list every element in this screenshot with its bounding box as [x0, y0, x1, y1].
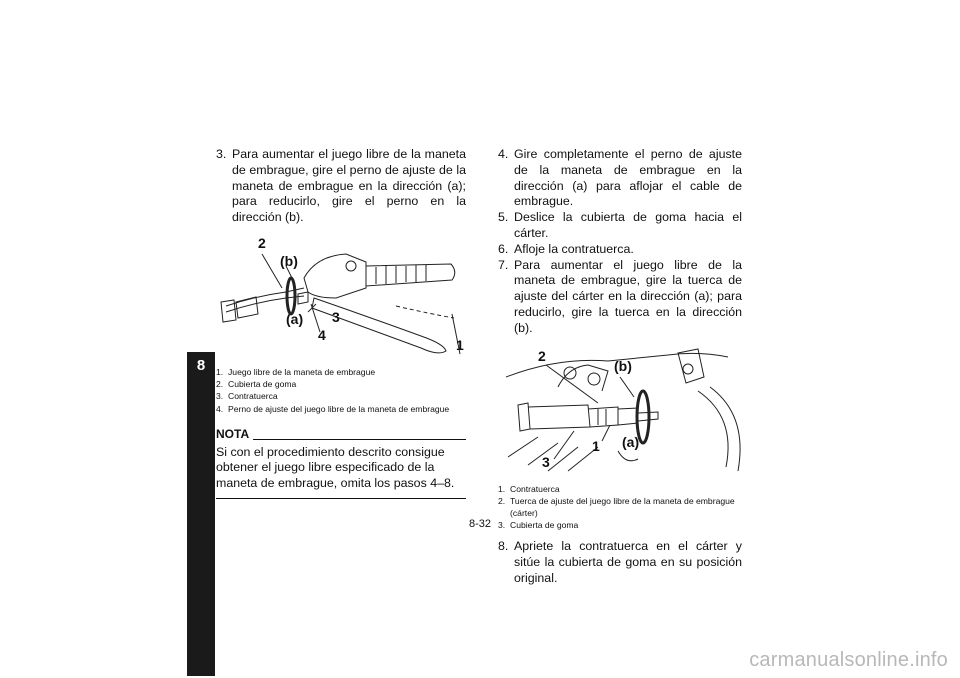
figure-callout-2: 2	[538, 347, 546, 364]
left-column	[216, 147, 466, 499]
legend-item: 1. Contratuerca	[498, 483, 560, 494]
page-number: 8-32	[468, 518, 492, 530]
legend-item: 4. Perno de ajuste del juego libre de la maneta de embrague	[216, 403, 450, 414]
note-heading	[216, 427, 466, 443]
step-text: Apriete la contratuerca en el cárter y sitúe la cubierta de goma en su posición original.	[514, 539, 742, 585]
step-number: 6.	[498, 241, 509, 256]
step-number: 5.	[498, 210, 509, 225]
figure-callout-b: (b)	[614, 357, 632, 374]
chapter-number: 8	[196, 357, 206, 374]
step-number: 8.	[498, 539, 509, 554]
figure-callout-1: 1	[456, 336, 464, 353]
legend-item: 2. Tuerca de ajuste del juego libre de la maneta de embrague (cárter)	[498, 495, 735, 518]
step-text: Para aumentar el juego libre de la maneta de embrague, gire la tuerca de ajuste del cárter en la dirección (a); para reducirlo, gire la tuerca en la dirección (b).	[514, 257, 742, 335]
figure-callout-a: (a)	[622, 433, 640, 450]
step-4	[498, 147, 742, 210]
note-title: NOTA	[216, 426, 250, 441]
legend-item: 3. Cubierta de goma	[498, 520, 579, 531]
figure-callout-4: 4	[318, 326, 326, 343]
step-7	[498, 258, 742, 337]
right-column	[498, 147, 742, 587]
step-number: 3.	[216, 147, 227, 161]
step-text: Gire completamente el perno de ajuste de la maneta de embrague en la dirección (a) para aflojar el cable de embrague.	[514, 147, 742, 209]
step-3	[216, 147, 466, 226]
step-6	[498, 242, 742, 258]
legend-item: 1. Juego libre de la maneta de embrague	[216, 366, 376, 377]
chapter-tab	[187, 352, 215, 676]
left-figure-legend	[216, 366, 466, 415]
step-5	[498, 210, 742, 242]
figure-callout-2: 2	[258, 234, 266, 251]
figure-callout-3: 3	[332, 308, 340, 325]
legend-item: 3. Contratuerca	[216, 391, 278, 402]
legend-item: 2. Cubierta de goma	[216, 379, 297, 390]
note-text: Si con el procedimiento descrito consigue obtener el juego libre especificado de la maneta de embrague, omita los pasos 4–8.	[216, 445, 466, 499]
figure-callout-1: 1	[592, 437, 600, 454]
step-text: Para aumentar el juego libre de la maneta de embrague, gire el perno de ajuste de la maneta de embrague en la dirección (a); para reducirlo, gire el perno en la dirección (b).	[232, 147, 466, 225]
note-rule	[253, 439, 466, 440]
step-number: 7.	[498, 257, 509, 272]
step-8	[498, 539, 742, 586]
clutch-lever-illustration	[216, 236, 466, 360]
right-figure-legend	[498, 483, 742, 532]
note-box	[216, 427, 466, 499]
figure-callout-3: 3	[542, 453, 550, 470]
step-text: Afloje la contratuerca.	[514, 241, 634, 256]
figure-callout-a: (a)	[286, 310, 304, 327]
watermark-text: carmanualsonline.info	[749, 649, 948, 671]
crankcase-adjuster-figure	[498, 347, 742, 477]
figure-callout-b: (b)	[280, 252, 298, 269]
clutch-lever-figure	[216, 236, 466, 360]
step-text: Deslice la cubierta de goma hacia el cárter.	[514, 210, 742, 240]
step-number: 4.	[498, 147, 509, 161]
